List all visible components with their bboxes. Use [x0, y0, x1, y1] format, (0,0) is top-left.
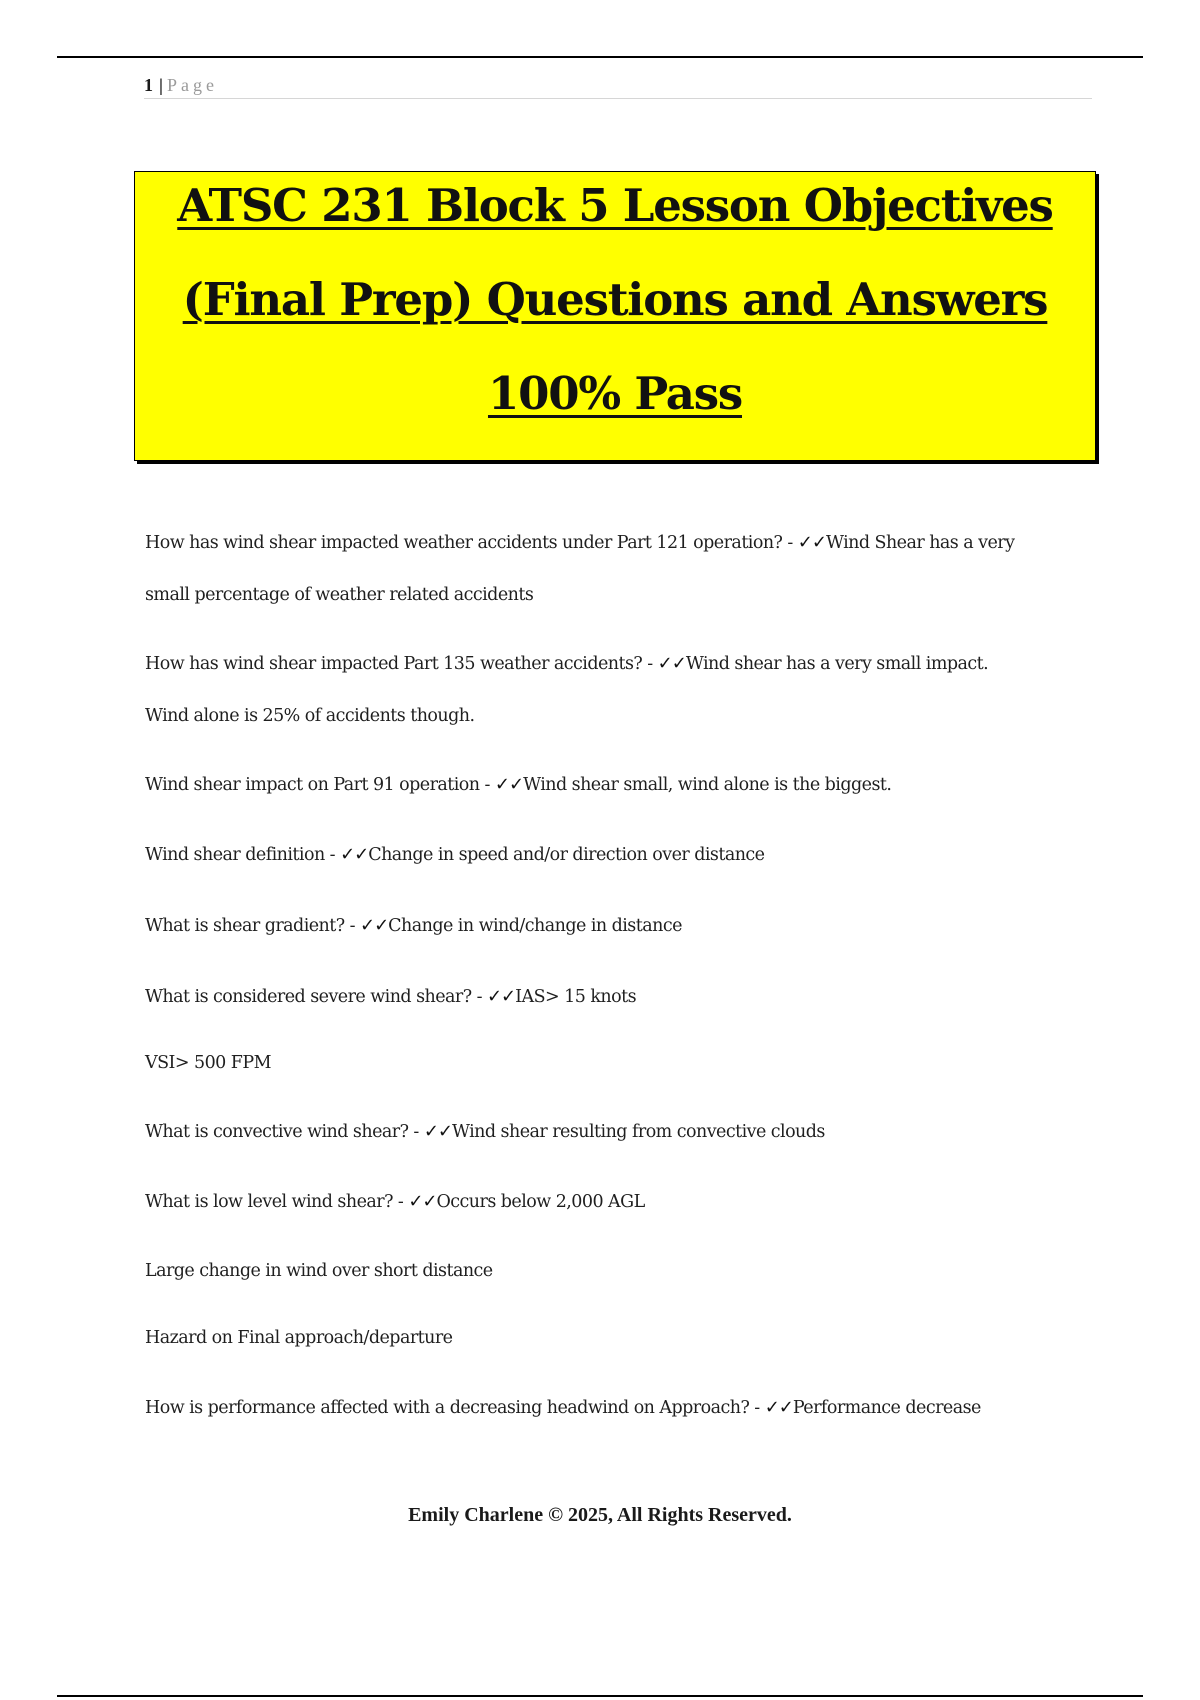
check-mark-icon: ✓✓	[657, 653, 686, 674]
page-number: 1	[144, 75, 153, 95]
copyright-footer: Emily Charlene © 2025, All Rights Reserved.	[408, 1504, 792, 1526]
qa-item	[145, 985, 1085, 1009]
question-text: What is shear gradient? -	[145, 916, 360, 936]
check-mark-icon: ✓✓	[486, 986, 516, 1007]
check-mark-icon: ✓✓	[340, 844, 369, 865]
answer-text: Change in speed and/or direction over distance	[368, 845, 765, 865]
question-text: What is convective wind shear? -	[145, 1122, 424, 1142]
answer-text: Wind shear resulting from convective clouds	[451, 1122, 825, 1142]
answer-text: Wind shear small, wind alone is the biggest.	[523, 775, 892, 795]
qa-item	[145, 843, 1085, 867]
question-text: What is considered severe wind shear? -	[145, 987, 487, 1007]
qa-item	[145, 773, 1085, 797]
title-line-1: ATSC 231 Block 5 Lesson Objectives	[177, 179, 1053, 232]
title-line-2: (Final Prep) Questions and Answers	[182, 273, 1048, 326]
question-text: Wind shear definition -	[145, 845, 341, 865]
answer-continuation: VSI> 500 FPM	[145, 1053, 271, 1073]
answer-continuation: Wind alone is 25% of accidents though.	[145, 706, 475, 726]
check-mark-icon: ✓✓	[408, 1191, 437, 1212]
page-label: Page	[166, 75, 218, 95]
answer-continuation: Hazard on Final approach/departure	[145, 1328, 453, 1348]
qa-item	[145, 531, 1085, 555]
question-text: How has wind shear impacted weather accidents under Part 121 operation? -	[145, 533, 798, 553]
top-rule	[57, 56, 1143, 58]
title-line-3: 100% Pass	[487, 367, 742, 420]
answer-text: Wind shear has a very small impact.	[685, 654, 989, 674]
question-text: How is performance affected with a decreasing headwind on Approach? -	[145, 1398, 765, 1418]
question-text: What is low level wind shear? -	[145, 1192, 409, 1212]
check-mark-icon: ✓✓	[494, 774, 524, 795]
qa-item	[145, 1190, 1085, 1214]
qa-item	[145, 1120, 1085, 1144]
answer-continuation: Large change in wind over short distance	[145, 1261, 493, 1281]
qa-item	[145, 914, 1085, 938]
answer-continuation: small percentage of weather related accidents	[145, 585, 534, 605]
bottom-rule	[57, 1695, 1143, 1697]
answer-text: IAS> 15 knots	[515, 987, 637, 1007]
check-mark-icon: ✓✓	[359, 915, 389, 936]
check-mark-icon: ✓✓	[764, 1397, 793, 1418]
page-header	[144, 72, 1092, 99]
answer-text: Performance decrease	[792, 1398, 981, 1418]
title-box	[134, 171, 1096, 461]
question-text: Wind shear impact on Part 91 operation -	[145, 775, 495, 795]
check-mark-icon: ✓✓	[797, 532, 826, 553]
answer-text: Occurs below 2,000 AGL	[436, 1192, 645, 1212]
page-separator: |	[159, 75, 163, 95]
answer-text: Wind Shear has a very	[825, 533, 1015, 553]
check-mark-icon: ✓✓	[423, 1121, 452, 1142]
qa-item	[145, 652, 1085, 676]
answer-text: Change in wind/change in distance	[388, 916, 682, 936]
qa-item	[145, 1396, 1085, 1420]
question-text: How has wind shear impacted Part 135 weather accidents? -	[145, 654, 658, 674]
